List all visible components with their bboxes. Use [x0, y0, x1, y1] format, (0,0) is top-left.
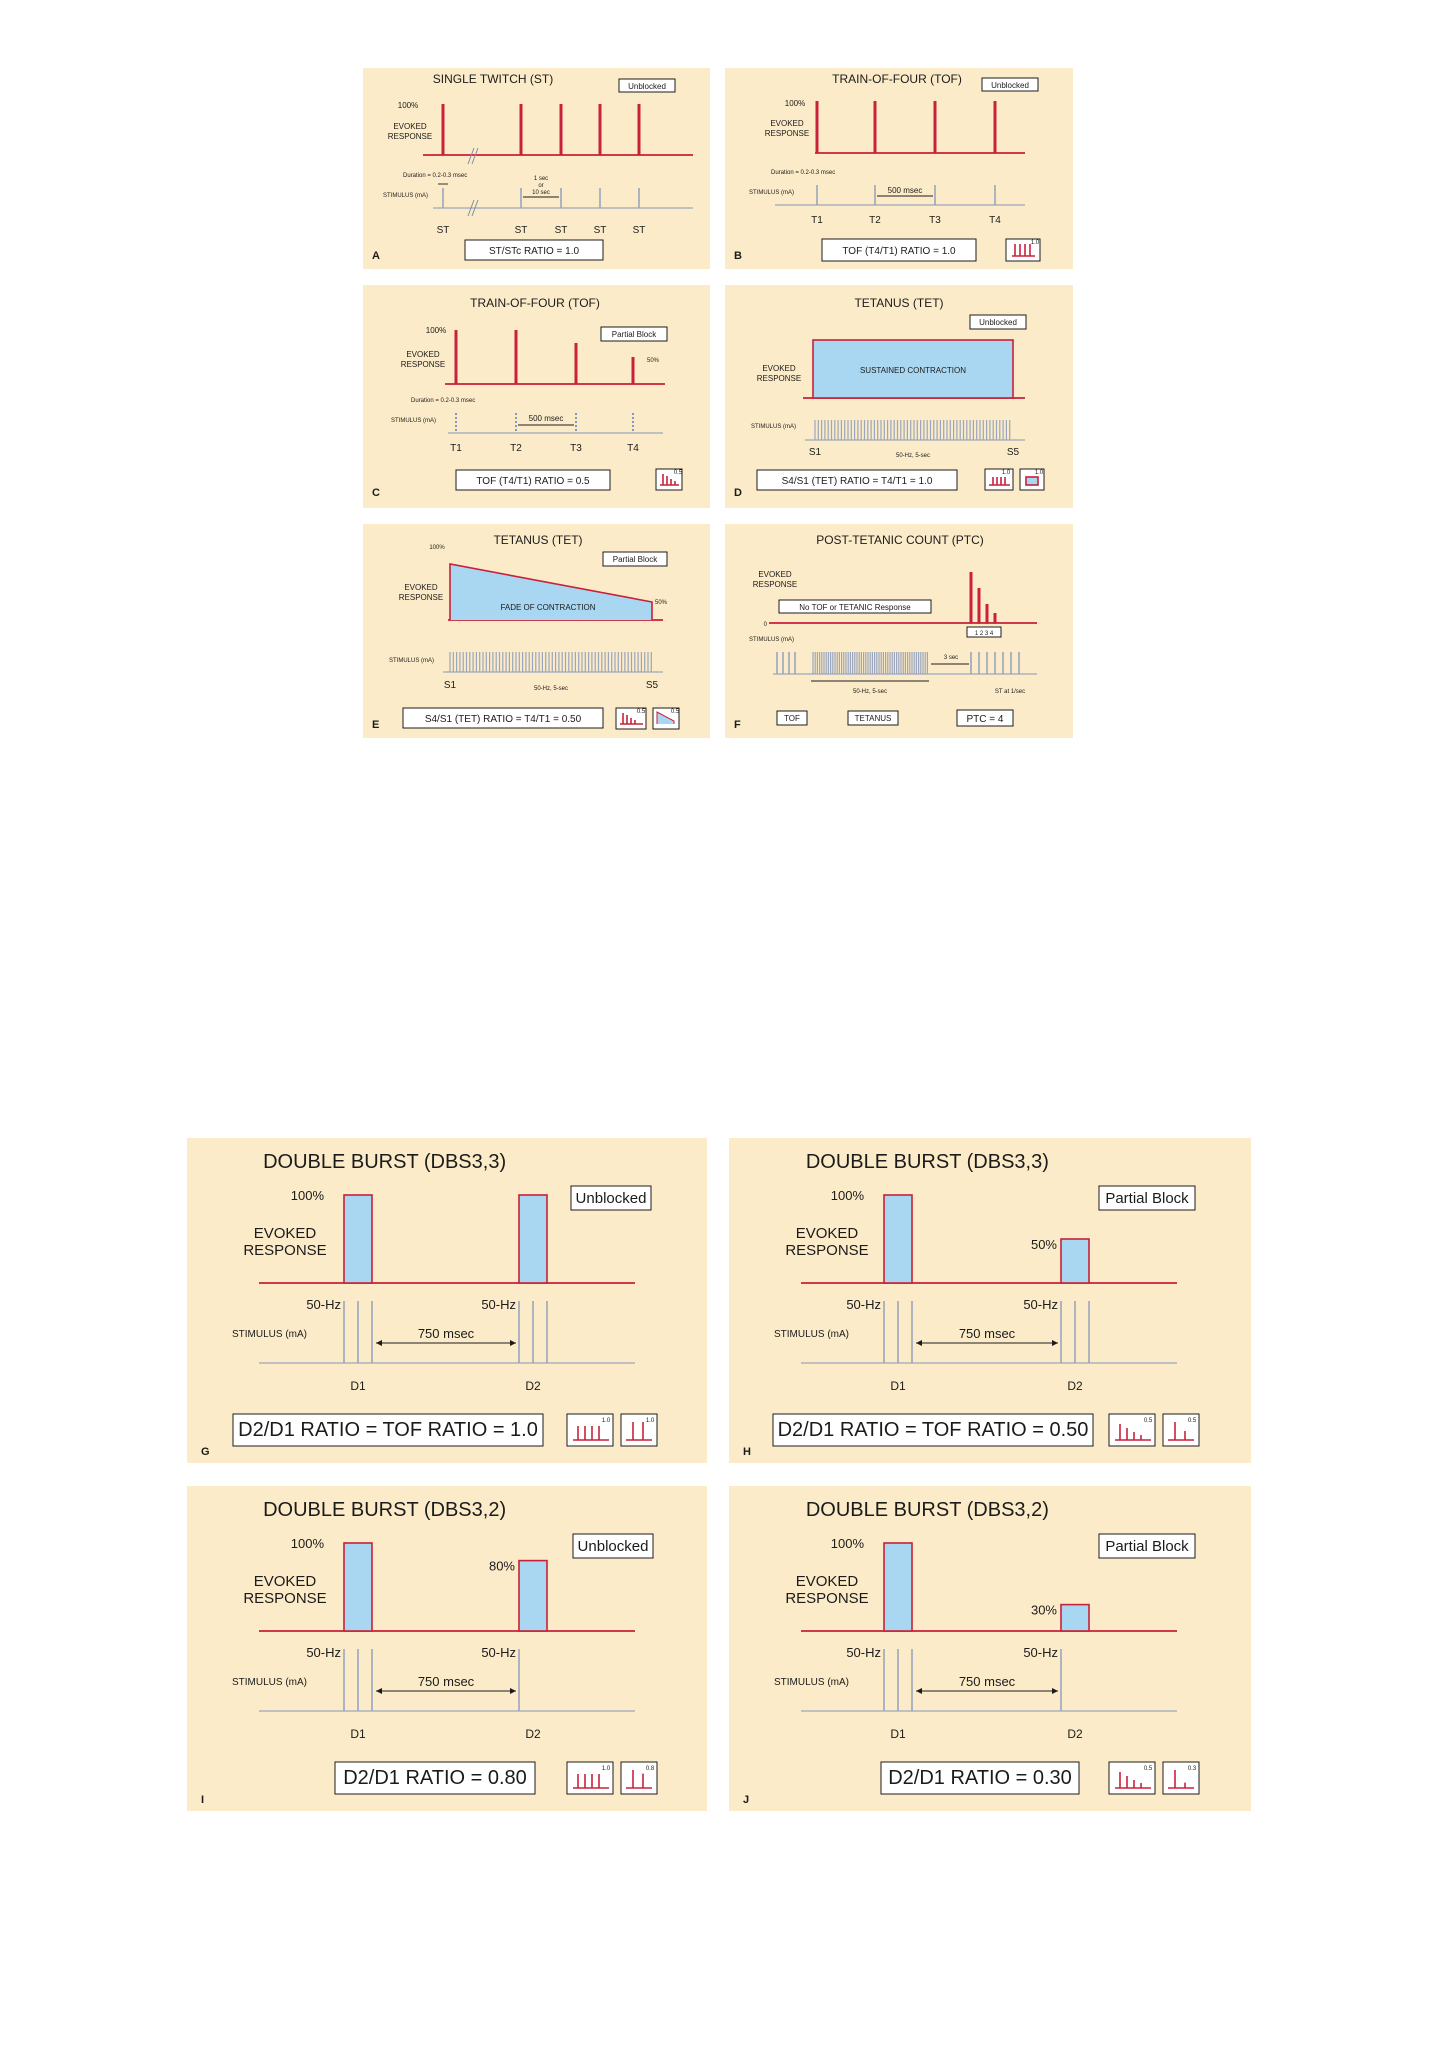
panel-title: TETANUS (TET): [493, 533, 583, 547]
panel-letter: D: [734, 487, 742, 499]
panel-letter: B: [734, 250, 742, 262]
panel-title: DOUBLE BURST (DBS3,2): [805, 1499, 1049, 1521]
icon-value-label: 0.5: [1143, 1418, 1153, 1424]
icon-value-label: 1.0: [601, 1418, 611, 1424]
panel-i-double-burst: [187, 1486, 707, 1811]
panel-title: TRAIN-OF-FOUR (TOF): [832, 72, 962, 86]
icon-value-label: 1.0: [1030, 240, 1040, 246]
panel-e-tetanus-partial: [363, 524, 710, 738]
panel-a-single-twitch: [363, 68, 710, 269]
burst-response-d2: [1061, 1239, 1089, 1283]
stimulus-label: STIMULUS (mA): [774, 1677, 849, 1688]
tof-ratio-icon: [567, 1414, 613, 1446]
frequency-label: 50-Hz: [306, 1297, 341, 1312]
tof-ratio-icon: [1006, 239, 1040, 261]
pct-100-label: 100%: [425, 326, 447, 335]
t1-label: T1: [811, 215, 823, 226]
panel-b-train-of-four: [725, 68, 1073, 269]
response-label: RESPONSE: [752, 580, 798, 589]
st-label: ST: [436, 225, 450, 236]
frequency-label: 50-Hz: [1023, 1645, 1058, 1660]
evoked-label: EVOKED: [762, 364, 796, 373]
interval-label: 750 msec: [958, 1674, 1016, 1689]
st-label: ST: [593, 225, 607, 236]
ratio-label: TOF (T4/T1) RATIO = 1.0: [842, 246, 956, 257]
arrow-head: [1052, 1340, 1058, 1346]
ptc-stimulus-train: [777, 652, 1019, 674]
s1-label: S1: [808, 447, 822, 458]
st-label: ST: [554, 225, 568, 236]
icon-value-label: 0.8: [645, 1766, 655, 1772]
arrow-head: [916, 1688, 922, 1694]
panel-h-double-burst-partial: [729, 1138, 1251, 1463]
tetanic-stimulus-train: [450, 652, 651, 672]
frequency-label: 50-Hz, 5-sec: [533, 686, 569, 692]
arrow-head: [510, 1688, 516, 1694]
evoked-label: EVOKED: [393, 122, 427, 131]
burst-response-d2: [1061, 1605, 1089, 1631]
panel-letter: G: [201, 1446, 210, 1458]
dbs-ratio-icon: [621, 1414, 657, 1446]
st-label: ST: [632, 225, 646, 236]
tof-ratio-icon: [1109, 1414, 1155, 1446]
duration-label: Duration = 0.2-0.3 msec: [411, 398, 476, 404]
icon-value-label: 0.5: [1187, 1418, 1197, 1424]
st-rate-label: ST at 1/sec: [994, 689, 1026, 695]
s5-label: S5: [645, 680, 659, 691]
contraction-label: FADE OF CONTRACTION: [500, 603, 596, 612]
panel-letter: F: [734, 719, 741, 731]
ratio-label: D2/D1 RATIO = 0.80: [343, 1767, 527, 1789]
panel-title: DOUBLE BURST (DBS3,3): [805, 1151, 1049, 1173]
duration-label: Duration = 0.2-0.3 msec: [771, 170, 836, 176]
interval-label-alt: 10 sec: [532, 190, 550, 196]
panel-d-tetanus: [725, 285, 1073, 508]
panel-title: DOUBLE BURST (DBS3,2): [263, 1499, 507, 1521]
duration-label: Duration = 0.2-0.3 msec: [403, 173, 468, 179]
panel-letter: A: [372, 250, 380, 262]
tof-ratio-icon: [1109, 1762, 1155, 1794]
evoked-label: EVOKED: [795, 1225, 859, 1242]
t4-label: T4: [627, 443, 639, 454]
dbs-ratio-icon: [1163, 1762, 1199, 1794]
frequency-label: 50-Hz: [481, 1645, 516, 1660]
d2-label: D2: [1067, 1379, 1083, 1393]
pct-100-label: 100%: [830, 1536, 864, 1551]
panel-letter: E: [372, 719, 380, 731]
d1-label: D1: [890, 1727, 906, 1741]
t2-label: T2: [869, 215, 881, 226]
t2-label: T2: [510, 443, 522, 454]
ratio-label: D2/D1 RATIO = TOF RATIO = 1.0: [238, 1419, 538, 1441]
icon-value-label: 0.5: [673, 470, 683, 476]
stimulus-label: STIMULUS (mA): [232, 1329, 307, 1340]
status-label: Partial Block: [1105, 1538, 1189, 1555]
ratio-label: S4/S1 (TET) RATIO = T4/T1 = 1.0: [781, 476, 933, 487]
panel-f-post-tetanic-count: [725, 524, 1073, 738]
evoked-label: EVOKED: [758, 570, 792, 579]
status-label: Unblocked: [991, 81, 1029, 90]
status-label: Partial Block: [611, 330, 657, 339]
arrow-head: [510, 1340, 516, 1346]
status-label: Partial Block: [1105, 1190, 1189, 1207]
panel-title: DOUBLE BURST (DBS3,3): [263, 1151, 507, 1173]
panel-title: TETANUS (TET): [854, 296, 944, 310]
stimulus-label: STIMULUS (mA): [749, 190, 794, 196]
pct-100-label: 100%: [784, 99, 806, 108]
burst-response-d1: [884, 1543, 912, 1631]
pct-100-label: 100%: [830, 1188, 864, 1203]
icon-value-label: 1.0: [601, 1766, 611, 1772]
frequency-label: 50-Hz, 5-sec: [852, 689, 888, 695]
tetanus-ratio-icon: [653, 708, 680, 729]
d2-label: D2: [525, 1379, 541, 1393]
interval-label: 1 sec: [533, 176, 549, 182]
t1-label: T1: [450, 443, 462, 454]
contraction-label: SUSTAINED CONTRACTION: [859, 366, 967, 375]
status-label: Partial Block: [612, 555, 658, 564]
panel-letter: J: [743, 1794, 750, 1806]
status-label: Unblocked: [628, 82, 666, 91]
evoked-label: EVOKED: [253, 1573, 317, 1590]
evoked-label: EVOKED: [404, 583, 438, 592]
icon-value-label: 1.0: [645, 1418, 655, 1424]
frequency-label: 50-Hz: [1023, 1297, 1058, 1312]
tof-ratio-icon: [656, 469, 683, 490]
icon-value-label: 0.5: [1143, 1766, 1153, 1772]
frequency-label: 50-Hz, 5-sec: [895, 453, 931, 459]
response-label: RESPONSE: [387, 132, 433, 141]
panel-letter: H: [743, 1446, 751, 1458]
response-label: RESPONSE: [785, 1242, 869, 1259]
arrow-head: [916, 1340, 922, 1346]
stimulus-label: STIMULUS (mA): [232, 1677, 307, 1688]
t3-label: T3: [570, 443, 582, 454]
stimulus-label: STIMULUS (mA): [751, 424, 796, 430]
interval-or-label: or: [538, 183, 544, 189]
icon-value-label: 1.0: [1034, 470, 1044, 476]
interval-label: 750 msec: [417, 1674, 475, 1689]
ratio-label: D2/D1 RATIO = 0.30: [888, 1767, 1072, 1789]
tof-ratio-icon: [567, 1762, 613, 1794]
ptc-label: PTC = 4: [966, 714, 1004, 725]
pct-100-label: 100%: [397, 101, 419, 110]
s5-label: S5: [1006, 447, 1020, 458]
frequency-label: 50-Hz: [846, 1297, 881, 1312]
panel-title: TRAIN-OF-FOUR (TOF): [470, 296, 600, 310]
ratio-label: ST/STc RATIO = 1.0: [488, 246, 580, 257]
stimulus-label: STIMULUS (mA): [383, 193, 428, 199]
icon-value-label: 0.3: [1187, 1766, 1197, 1772]
pct-100-label: 100%: [290, 1536, 324, 1551]
d2-label: D2: [1067, 1727, 1083, 1741]
dbs-ratio-icon: [1163, 1414, 1199, 1446]
tof-ratio-icon: [985, 469, 1013, 490]
evoked-label: EVOKED: [795, 1573, 859, 1590]
status-label: Unblocked: [577, 1538, 649, 1555]
panel-title: SINGLE TWITCH (ST): [432, 72, 554, 86]
arrow-head: [376, 1688, 382, 1694]
tetanic-stimulus-train: [815, 420, 1010, 440]
icon-value-label: 0.5: [670, 709, 680, 715]
burst-response-d1: [884, 1195, 912, 1283]
stimulus-label: STIMULUS (mA): [391, 418, 436, 424]
panel-j-double-burst-partial: [729, 1486, 1251, 1811]
panel-letter: C: [372, 487, 380, 499]
response-label: RESPONSE: [243, 1242, 327, 1259]
pct-d2-label: 50%: [1030, 1237, 1057, 1252]
icon-value-label: 1.0: [1001, 470, 1011, 476]
frequency-label: 50-Hz: [306, 1645, 341, 1660]
status-label: Unblocked: [979, 318, 1017, 327]
interval-label: 750 msec: [958, 1326, 1016, 1341]
tof-label: TOF: [784, 714, 800, 723]
interval-label: 750 msec: [417, 1326, 475, 1341]
s1-label: S1: [443, 680, 457, 691]
arrow-head: [376, 1340, 382, 1346]
evoked-label: EVOKED: [770, 119, 804, 128]
frequency-label: 50-Hz: [846, 1645, 881, 1660]
panel-letter: I: [201, 1794, 205, 1806]
response-label: RESPONSE: [400, 360, 446, 369]
ratio-label: TOF (T4/T1) RATIO = 0.5: [476, 476, 590, 487]
no-response-label: No TOF or TETANIC Response: [799, 603, 911, 612]
t3-label: T3: [929, 215, 941, 226]
pct-d2-label: 80%: [488, 1558, 515, 1574]
pct-50-label: 50%: [654, 600, 668, 606]
tetanus-ratio-icon: [1020, 469, 1044, 490]
response-label: RESPONSE: [785, 1590, 869, 1607]
panel-c-train-of-four-partial: [363, 285, 710, 508]
burst-response-d2: [519, 1195, 547, 1283]
stimulus-label: STIMULUS (mA): [749, 637, 794, 643]
d1-label: D1: [350, 1727, 366, 1741]
count-label: 1 2 3 4: [974, 631, 994, 637]
t4-label: T4: [989, 215, 1001, 226]
response-label: RESPONSE: [756, 374, 802, 383]
icon-value-label: 0.5: [636, 709, 646, 715]
stimulus-label: STIMULUS (mA): [774, 1329, 849, 1340]
ratio-label: D2/D1 RATIO = TOF RATIO = 0.50: [777, 1419, 1089, 1441]
tof-ratio-icon: [616, 708, 646, 729]
pct-50-label: 50%: [646, 358, 660, 364]
pct-100-label: 100%: [290, 1188, 324, 1203]
arrow-head: [1052, 1688, 1058, 1694]
evoked-label: EVOKED: [253, 1225, 317, 1242]
st-label: ST: [514, 225, 528, 236]
d1-label: D1: [890, 1379, 906, 1393]
wait-label: 3 sec: [943, 655, 959, 661]
panel-title: POST-TETANIC COUNT (PTC): [816, 533, 984, 547]
dbs-ratio-icon: [621, 1762, 657, 1794]
ratio-label: S4/S1 (TET) RATIO = T4/T1 = 0.50: [424, 714, 582, 725]
status-label: Unblocked: [575, 1190, 647, 1207]
zero-label: 0: [763, 622, 767, 628]
pct-100-label: 100%: [429, 545, 445, 551]
response-label: RESPONSE: [243, 1590, 327, 1607]
interval-label: 500 msec: [528, 414, 564, 423]
stimulus-label: STIMULUS (mA): [389, 658, 434, 664]
d1-label: D1: [350, 1379, 366, 1393]
response-label: RESPONSE: [398, 593, 444, 602]
burst-response-d1: [344, 1543, 372, 1631]
response-label: RESPONSE: [764, 129, 810, 138]
panel-g-double-burst: [187, 1138, 707, 1463]
pct-d2-label: 30%: [1030, 1602, 1057, 1618]
tetanus-label: TETANUS: [854, 714, 892, 723]
d2-label: D2: [525, 1727, 541, 1741]
interval-label: 500 msec: [887, 186, 923, 195]
evoked-label: EVOKED: [406, 350, 440, 359]
burst-response-d1: [344, 1195, 372, 1283]
frequency-label: 50-Hz: [481, 1297, 516, 1312]
burst-response-d2: [519, 1561, 547, 1631]
